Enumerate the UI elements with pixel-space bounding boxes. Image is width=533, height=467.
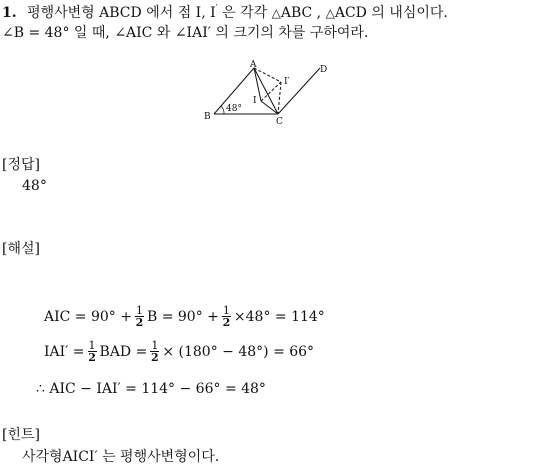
edge-cd	[278, 68, 320, 114]
vertex-label-c: C	[276, 117, 283, 127]
eq2-fraction-1	[88, 340, 97, 364]
segment-i-prime-c	[278, 82, 281, 114]
vertex-label-a: A	[250, 60, 257, 70]
eq2-rhs: × (180° − 48°) = 66°	[162, 344, 315, 360]
eq1-rhs: ×48° = 114°	[233, 309, 325, 325]
equation-3: ∴ AIC − IAI′ = 114° − 66° = 48°	[36, 381, 266, 397]
eq1-fraction-2	[222, 305, 231, 329]
vertex-label-b: B	[204, 112, 211, 122]
eq2-frac1-den: 2	[88, 351, 96, 364]
eq2-frac2-num: 1	[151, 339, 159, 352]
answer-header: [정답]	[2, 157, 40, 173]
triangle-symbol: △	[271, 6, 281, 20]
triangle-symbol: △	[325, 6, 335, 20]
parallelogram-figure	[198, 58, 338, 128]
eq1-fraction-1	[135, 305, 144, 329]
segment-ic	[261, 101, 278, 114]
eq2-frac2-den: 2	[151, 351, 159, 364]
vertex-label-d: D	[320, 65, 328, 75]
angle-b-arc	[221, 106, 224, 114]
eq2-fraction-2	[150, 340, 159, 364]
question-text-a: 평행사변형 ABCD 에서 점 I, I	[27, 5, 216, 21]
eq1-lhs: AIC = 90° +	[44, 309, 132, 325]
answer-value: 48°	[22, 178, 47, 194]
eq2-lhs: IAI′ =	[44, 344, 85, 360]
eq1-frac1-den: 2	[135, 316, 144, 329]
prime-mark: ′	[215, 4, 218, 14]
question-text-d: ACD 의 내심이다.	[334, 5, 448, 21]
eq1-frac1-num: 1	[135, 304, 143, 317]
eq1-mid: B = 90° +	[146, 309, 219, 325]
question-line-2: ∠B = 48° 일 때, ∠AIC 와 ∠IAI′ 의 크기의 차를 구하여라.	[2, 25, 369, 41]
eq2-frac1-num: 1	[88, 339, 96, 352]
eq1-frac2-num: 1	[222, 304, 230, 317]
explanation-header: [해설]	[2, 241, 40, 257]
equation-2	[44, 340, 314, 364]
hint-header: [힌트]	[2, 427, 40, 443]
equation-1	[44, 305, 325, 329]
question-text-b: 은 각각	[222, 5, 272, 21]
question-number: 1.	[2, 5, 17, 21]
question-line-1	[2, 2, 448, 22]
segment-i-i-prime	[261, 82, 281, 101]
hint-text: 사각형AICI′ 는 평행사변형이다.	[22, 449, 220, 465]
angle-label: 48°	[226, 104, 242, 114]
diagonal-ac	[254, 68, 278, 114]
incenter-label-i-prime: I′	[284, 77, 290, 87]
eq2-mid: BAD =	[99, 344, 148, 360]
eq1-frac2-den: 2	[222, 316, 231, 329]
question-text-c: ABC ,	[280, 5, 326, 21]
incenter-label-i: I	[253, 96, 257, 106]
